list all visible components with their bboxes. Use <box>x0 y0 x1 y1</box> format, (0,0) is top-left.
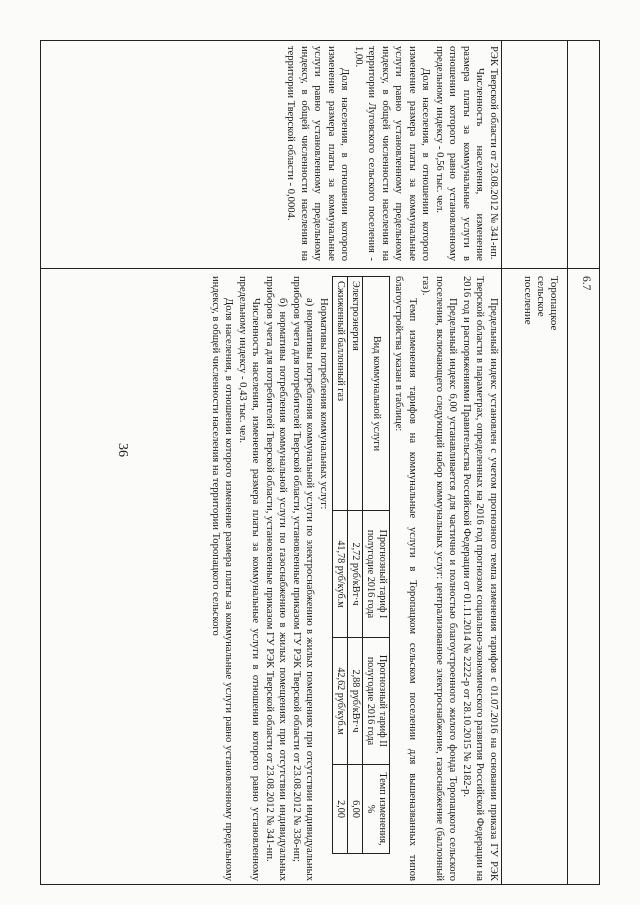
continued-row-text <box>45 46 500 261</box>
row-number: 6.7 <box>580 276 592 291</box>
tariff-header-row <box>363 277 390 854</box>
tariff-cell: 6,00 <box>348 765 363 854</box>
rotated-content <box>40 40 600 885</box>
table-bottom-border <box>40 40 41 885</box>
paragraph: Численность населения, изменение размера платы за коммунальные услуги в отношении которого равно установленному предельному индексу - 0,43 тыс. чел. <box>237 276 262 881</box>
tariff-cell: 2,72 руб/кВт·ч <box>348 511 363 638</box>
tariff-cell: 2,88 руб/кВт·ч <box>348 638 363 765</box>
tariff-header-cell: Прогнозный тариф II полугодие 2016 года <box>363 638 390 765</box>
paragraph: а) нормативы потребления коммунальной услуги по электроснабжению в жилых помещениях при отсутствии индивидуальных приборов учета для потребителей Тверской области, установленные приказом ГУ РЭК Тверской области от 23.08.2012 № 336-нп; <box>291 276 316 881</box>
tariff-table <box>332 276 390 854</box>
column-divider-1 <box>567 40 568 885</box>
paragraph: Предельный индекс установлен с учетом прогнозного темпа изменения тарифов с 01.07.2016 на основании приказа ГУ РЭК Тверской области в параметрах, определенных на 2016 год прогнозом социально-экономического развития Российской Федерации на 2016 год и распоряжениями Правительства Российской Федерации от 01.11.2014 № 2222-р от 28.10.2015 № 2182-р. <box>461 276 499 881</box>
tariff-header-cell: Прогнозный тариф I полугодие 2016 года <box>363 511 390 638</box>
tariff-cell: Сжиженный баллонный газ <box>333 277 348 511</box>
row-divider <box>40 268 600 269</box>
paragraph: б) нормативы потребления коммунальной услуги по газоснабжению в жилых помещениях при отсутствии индивидуальных приборов учета для потребителей Тверской области, установленные приказом ГУ РЭК Тверской области от 23.08.2012 № 341-нп. <box>264 276 289 881</box>
paragraph: Доля населения, в отношении которого изменение размера платы за коммунальные услуги равно установленному предельному индексу, в общей численности населения на территории Торопацкого сельского <box>210 276 235 881</box>
paragraph: Доля населения, в отношении которого изменение размера платы за коммунальные услуги равно установленному предельному индексу, в общей численности населения на территории Луговского сельского поселения - 1,00. <box>353 46 432 261</box>
table-left-border <box>40 40 600 41</box>
column-divider-2 <box>501 40 502 885</box>
tariff-header-cell: Темп изменения, % <box>363 765 390 854</box>
paragraph: Численность населения, изменение размера платы за коммунальные услуги в отношении которого равно установленному предельному индексу - 0,56 тыс. чел. <box>434 46 486 261</box>
document-table <box>40 40 600 885</box>
tariff-header-cell: Вид коммунальной услуги <box>363 277 390 511</box>
page-number: 36 <box>115 443 130 457</box>
tariff-cell: 41,78 руб/куб.м <box>333 511 348 638</box>
table-top-border <box>599 40 600 885</box>
tariff-cell: Электроэнергия <box>348 277 363 511</box>
tariff-row <box>348 277 363 854</box>
paragraph: Нормативы потребления коммунальных услуг: <box>318 298 329 510</box>
paragraph: РЭК Тверской области от 23.08.2012 № 341-нп. <box>488 46 499 260</box>
settlement-name: Торопацкое сельское поселение <box>522 276 560 331</box>
tariff-cell: 2,00 <box>333 765 348 854</box>
tariff-cell: 42,62 руб/куб.м <box>333 638 348 765</box>
paragraph: Предельный индекс 6,00 устанавливается для частично и полностью благоустроенного жилого фонда Торопацкого сельского поселения, включающего следующий набор коммунальных услуг: централизованное электроснабжение, газоснабжение (баллонный газ). <box>420 276 459 881</box>
row-6-7-text <box>45 276 500 881</box>
tariff-row <box>333 277 348 854</box>
table-right-border <box>40 884 600 885</box>
paragraph: Темп изменения тарифов на коммунальные услуги в Торопацком сельском поселении для вышеназванных типов благоустройства указан в таблице: <box>393 276 418 881</box>
paragraph: Доля населения, в отношении которого изменение размера платы за коммунальные услуги равно установленному предельному индексу, в общей численности населения на территории Тверской области - 0,0004. <box>285 46 351 261</box>
